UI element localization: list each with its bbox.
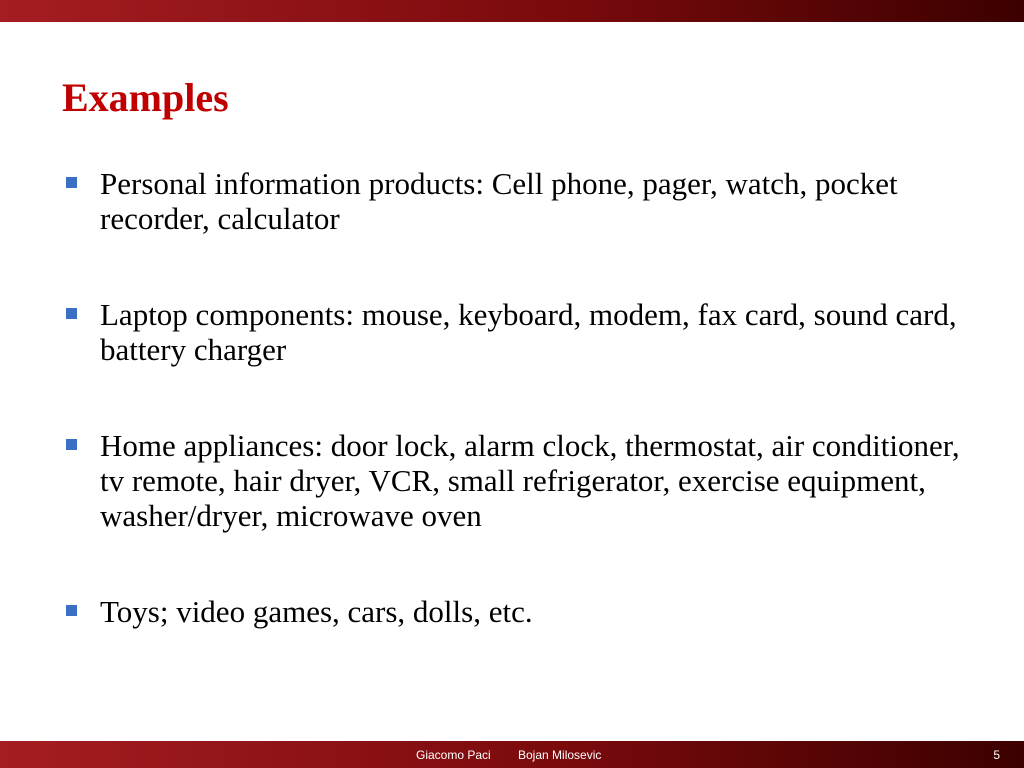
bullet-text: Laptop components: mouse, keyboard, modem, fax card, sound card, battery charger — [100, 297, 957, 367]
page-number: 5 — [993, 748, 1000, 762]
bullet-item — [66, 297, 966, 367]
square-bullet-icon — [66, 439, 77, 450]
top-banner — [0, 0, 1024, 22]
footer-author-giacomo: Giacomo Paci — [416, 748, 491, 762]
bullet-item — [66, 428, 966, 533]
bullet-text: Personal information products: Cell phone, pager, watch, pocket recorder, calculator — [100, 166, 898, 236]
square-bullet-icon — [66, 605, 77, 616]
slide-title: Examples — [62, 75, 229, 120]
footer-author-bojan: Bojan Milosevic — [518, 748, 602, 762]
square-bullet-icon — [66, 308, 77, 319]
bullet-item — [66, 594, 966, 629]
bullet-item — [66, 166, 966, 236]
square-bullet-icon — [66, 177, 77, 188]
bullet-text: Toys; video games, cars, dolls, etc. — [100, 594, 533, 629]
footer-bar — [0, 741, 1024, 768]
bullet-text: Home appliances: door lock, alarm clock, thermostat, air conditioner, tv remote, hair dryer, VCR, small refrigerator, exercise equipment, washer/dryer, microwave oven — [100, 428, 960, 533]
bullet-list — [66, 166, 966, 629]
